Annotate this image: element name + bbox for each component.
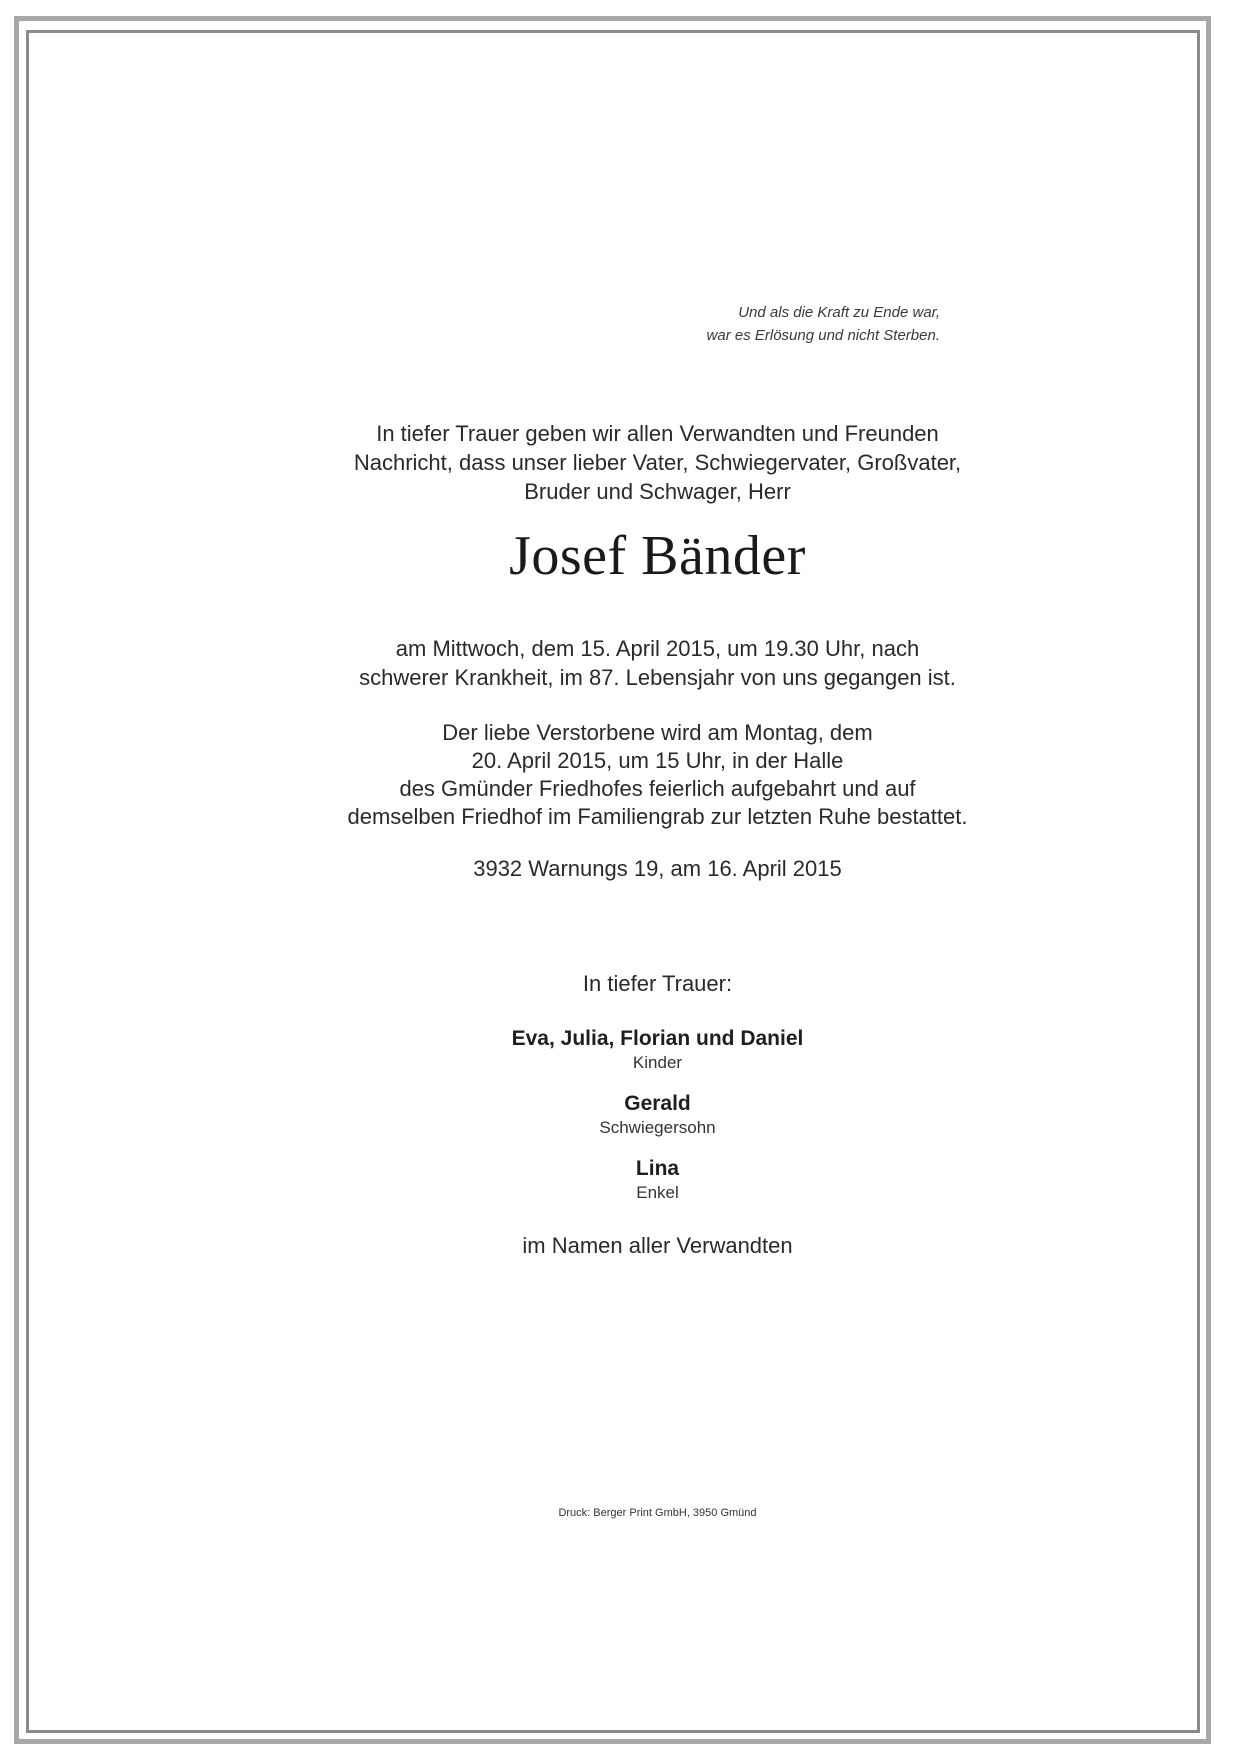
mourner-role-son-in-law: Schwiegersohn <box>599 1118 716 1137</box>
motto-line-2: war es Erlösung und nicht Sterben. <box>706 327 940 344</box>
deceased-name: Josef Bänder <box>509 525 806 587</box>
funeral-notice-line-2: 20. April 2015, um 15 Uhr, in der Halle <box>471 748 844 773</box>
funeral-notice-line-1: Der liebe Verstorbene wird am Montag, dem <box>442 720 873 745</box>
motto-line-1: Und als die Kraft zu Ende war, <box>738 304 940 321</box>
obituary-notice <box>30 34 1196 1729</box>
mourner-role-grandchild: Enkel <box>636 1183 679 1202</box>
funeral-notice-line-3: des Gmünder Friedhofes feierlich aufgebahrt und auf <box>399 776 916 801</box>
printer-credit: Druck: Berger Print GmbH, 3950 Gmünd <box>558 1507 757 1519</box>
intro-line-3: Bruder und Schwager, Herr <box>524 479 791 504</box>
place-date: 3932 Warnungs 19, am 16. April 2015 <box>473 856 842 881</box>
death-notice-line-2: schwerer Krankheit, im 87. Lebensjahr von uns gegangen ist. <box>359 665 956 690</box>
mourners-heading: In tiefer Trauer: <box>582 971 733 996</box>
intro-line-2: Nachricht, dass unser lieber Vater, Schwiegervater, Großvater, <box>353 450 962 475</box>
death-notice-line-1: am Mittwoch, dem 15. April 2015, um 19.30 Uhr, nach <box>395 636 920 661</box>
mourner-name-grandchild: Lina <box>635 1157 680 1180</box>
mourner-role-children: Kinder <box>632 1053 683 1072</box>
mourner-name-children: Eva, Julia, Florian und Daniel <box>511 1027 804 1050</box>
funeral-notice-line-4: demselben Friedhof im Familiengrab zur letzten Ruhe bestattet. <box>347 804 968 829</box>
closing-line: im Namen aller Verwandten <box>522 1233 793 1258</box>
intro-line-1: In tiefer Trauer geben wir allen Verwandten und Freunden <box>376 421 939 446</box>
mourner-name-son-in-law: Gerald <box>624 1092 691 1115</box>
